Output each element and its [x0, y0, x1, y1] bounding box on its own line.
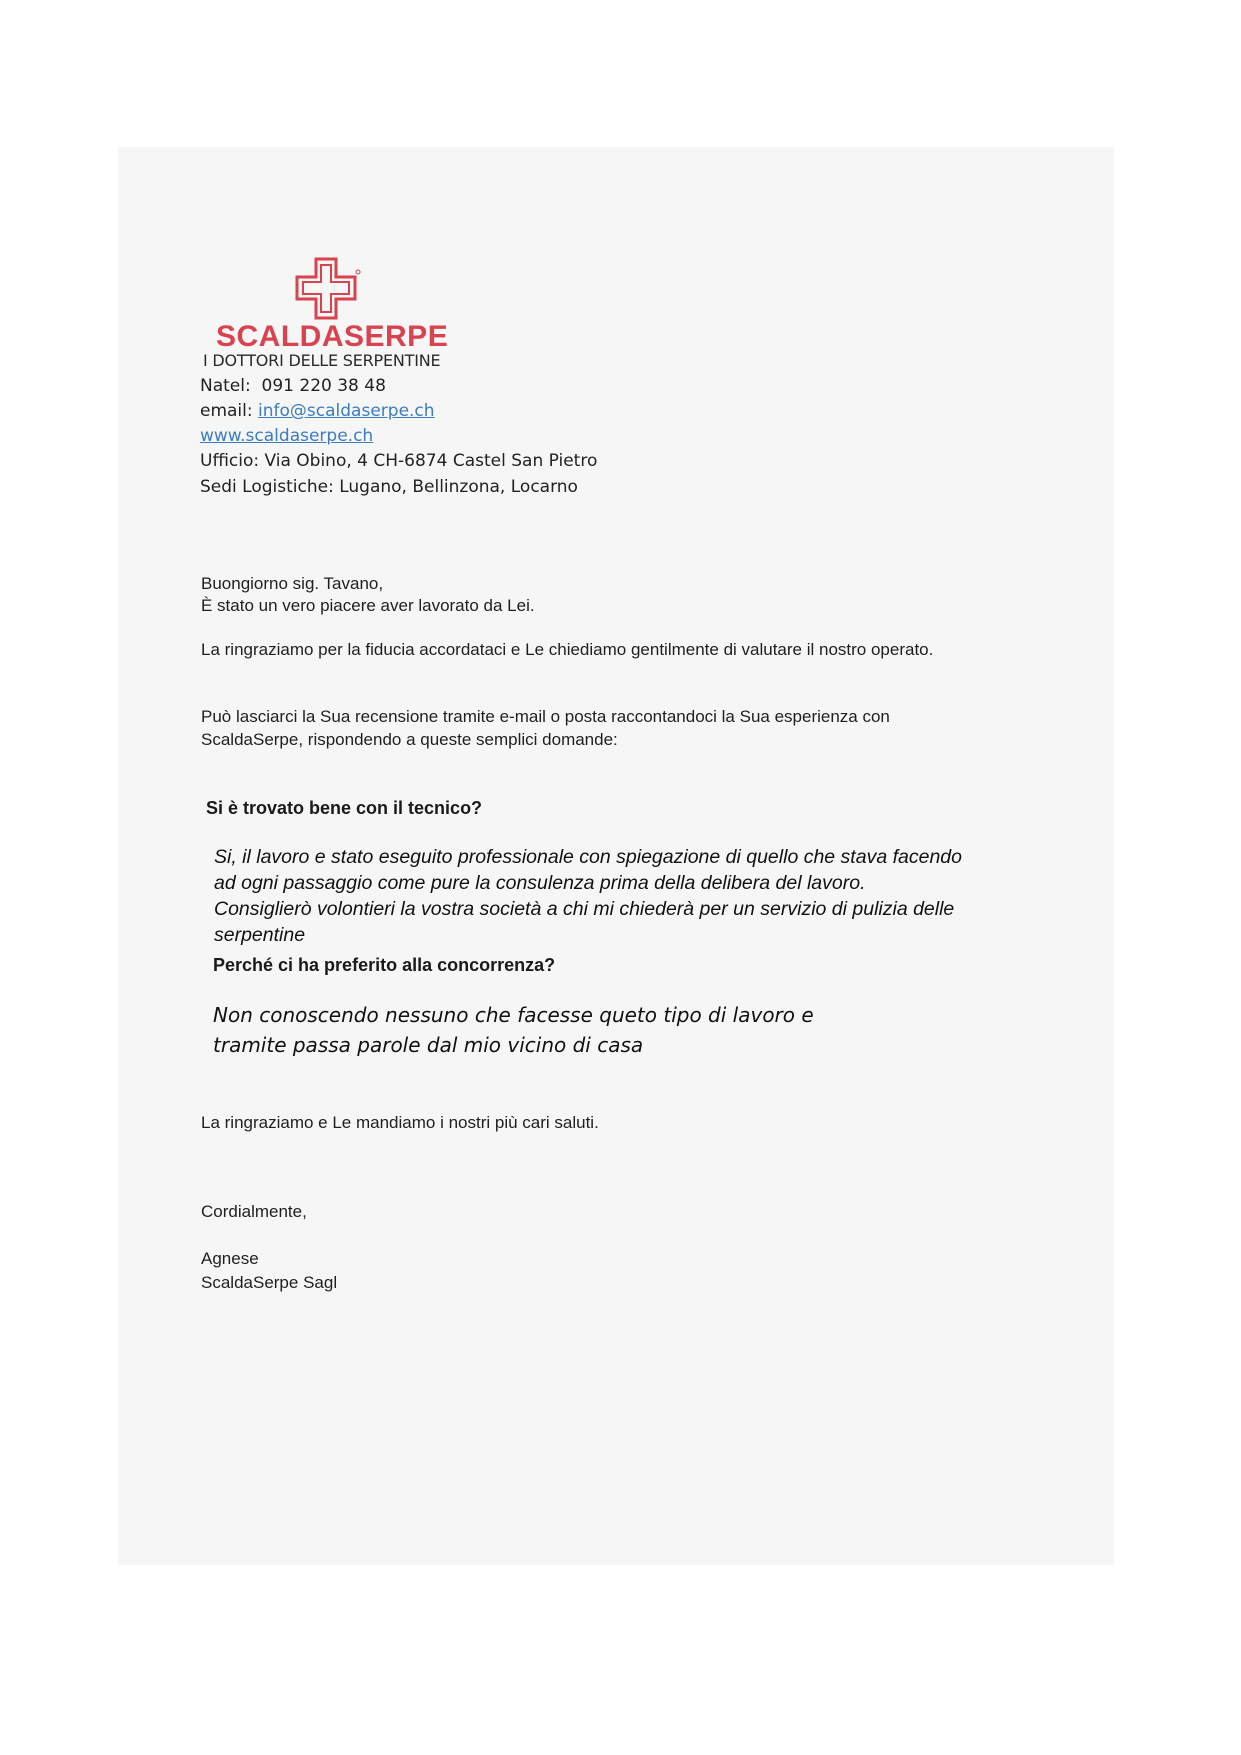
greeting: Buongiorno sig. Tavano,	[201, 574, 384, 593]
answer-2-line-1: Non conoscendo nessuno che facesse queto tipo di lavoro e	[213, 1003, 814, 1027]
office-address: Ufficio: Via Obino, 4 CH-6874 Castel San Pietro	[200, 451, 598, 471]
answer-1-line-3: Consiglierò volontieri la vostra società a chi mi chiederà per un servizio di pulizia delle	[214, 898, 955, 920]
email-line	[200, 400, 435, 422]
closing-line: La ringraziamo e Le mandiamo i nostri più cari saluti.	[201, 1113, 599, 1132]
brand-tagline: I DOTTORI DELLE SERPENTINE	[203, 351, 441, 370]
thanks-paragraph: La ringraziamo per la fiducia accordataci e Le chiediamo gentilmente di valutare il nostro operato.	[201, 640, 934, 659]
answer-1-line-4: serpentine	[214, 924, 306, 946]
phone-label: Natel:	[200, 376, 251, 396]
answer-2-line-2: tramite passa parole dal mio vicino di casa	[213, 1033, 644, 1057]
review-request-line2: ScaldaSerpe, rispondendo a queste semplici domande:	[201, 730, 618, 749]
medical-cross-logo-icon	[292, 256, 364, 322]
phone-number: 091 220 38 48	[261, 376, 386, 396]
signer-company: ScaldaSerpe Sagl	[201, 1273, 338, 1292]
website-link[interactable]: www.scaldaserpe.ch	[200, 426, 374, 446]
logistics-locations: Sedi Logistiche: Lugano, Bellinzona, Locarno	[200, 477, 578, 497]
email-link[interactable]: info@scaldaserpe.ch	[258, 401, 435, 421]
answer-1-line-2: ad ogni passaggio come pure la consulenza prima della delibera del lavoro.	[214, 872, 866, 894]
signer-name: Agnese	[201, 1249, 259, 1268]
email-label: email:	[200, 401, 253, 421]
question-2: Perché ci ha preferito alla concorrenza?	[213, 955, 556, 975]
question-1: Si è trovato bene con il tecnico?	[206, 798, 483, 818]
phone-line	[200, 375, 386, 397]
sign-off: Cordialmente,	[201, 1202, 307, 1221]
review-request-line1: Può lasciarci la Sua recensione tramite e-mail o posta raccontandoci la Sua esperienza con	[201, 707, 890, 726]
intro-line: È stato un vero piacere aver lavorato da Lei.	[201, 596, 535, 615]
answer-1-line-1: Si, il lavoro e stato eseguito professionale con spiegazione di quello che stava facendo	[214, 846, 962, 868]
brand-name: SCALDASERPE	[216, 320, 449, 353]
